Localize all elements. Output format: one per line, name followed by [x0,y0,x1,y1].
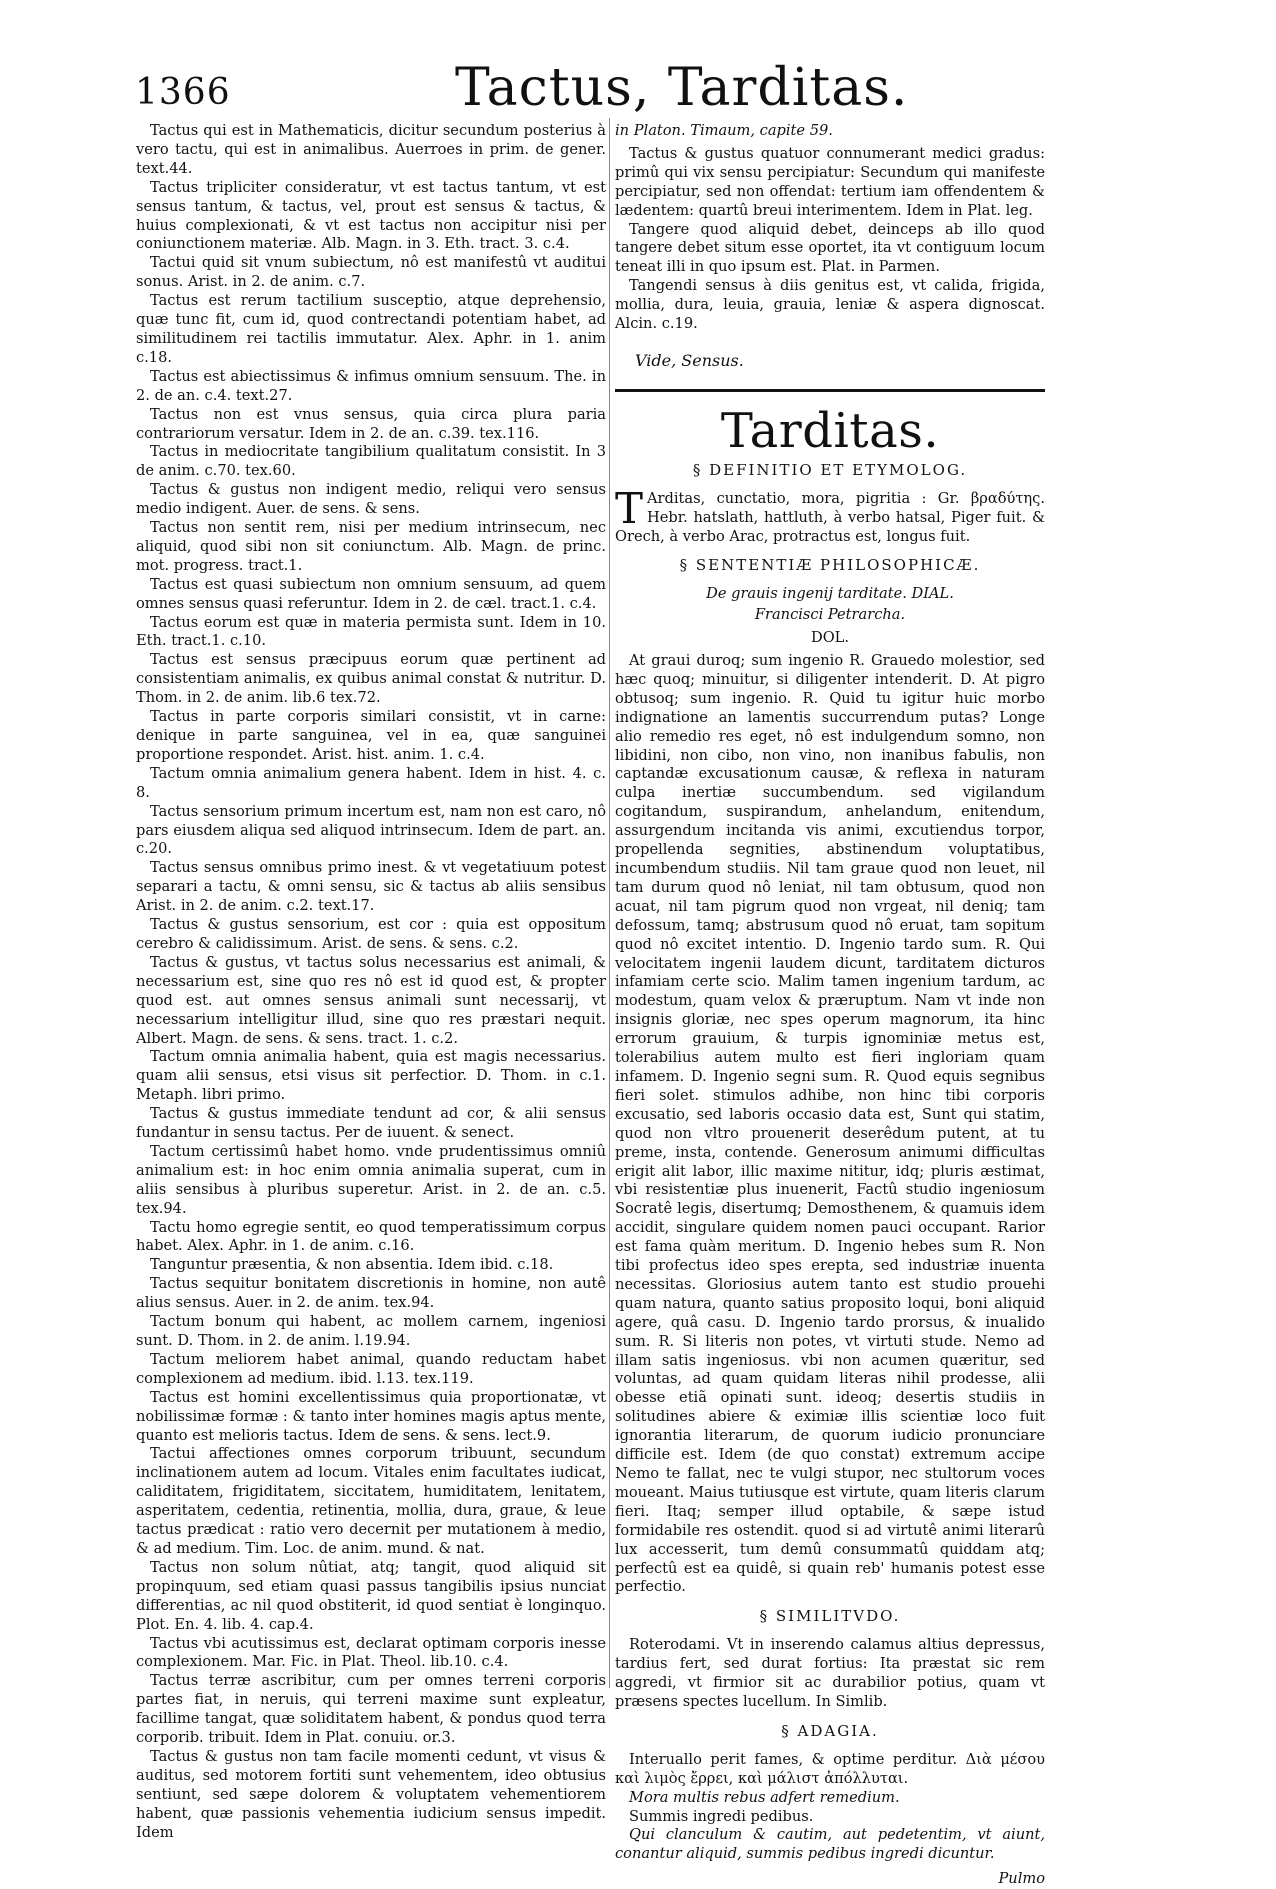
subheading-similitudo: § SIMILITVDO. [759,1607,901,1626]
dialog-text: At graui duroq; sum ingenio R. Grauedo molestior, sed hæc quoq; minuitur, si diligenter intenderit. D. At pigro obtusoq; sum ingenio. R. Quid tu igitur huic morbo indignatione an lamentis succurrendum putas? Longe alio remedio res eget, nô est indulgendum somno, non libidini, non cibo, non vino, non inanibus fabulis, non captandæ excusationum causæ, & reflexa in naturam culpa inertiæ succumbendum. sed vigilandum cogitandum, suspirandum, anhelandum, enitendum, assurgendum incitanda vis animi, excutiendus torpor, propellenda segnities, abstinendum voluptatibus, incumbendum studiis. Nil tam graue quod non leuet, nil tam durum quod nô leniat, nil tam obtusum, quod non acuat, nil tam pigrum quod non vrgeat, nil deniq; tam defossum, tamq; abstrusum quod nô eruat, tam sopitum quod nô excitet intentio. D. Ingenio tardo sum. R. Qui velocitatem ingenii laudem dicunt, tarditatem dicturos infamiam certe scio. Malim tamen ingenium tardum, ac modestum, quam velox & præruptum. Nam vt inde non insignis gloriæ, nec spes operum magnorum, ita hinc errorum grauium, & turpis ignominiæ metus est, tolerabilius autem multo est fieri ingloriam quam infamem. D. Ingenio segni sum. R. Quod equis segnibus fieri solet. stimulos adhibe, non hinc tibi corporis excusatio, sed laboris occasio data est, Sunt qui statim, quod non vltro prouenerit deserêdum putent, at tu preme, insta, contende. Generosum animumi difficultas erigit alit labor, illic maxime nititur, idq; pluris æstimat, vbi resistentiæ plus inuenerit, Factû studio ingeniosum Socratê legis, disertumq; Demosthenem, & quamuis idem accidit, singulare quidem nomen pauci occupant. Rarior est fama quàm meritum. D. Ingenio hebes sum R. Non tibi profectus ideo spes erepta, sed industriæ inuenta necessitas. Gloriosius autem tanto est studio prouehi quam natura, quanto satius proposito loqui, boni aliquid agere, quâ casu. D. Ingenio tardo prorsus, & inualido sum. R. Si literis non potes, vt virtuti stude. Nemo ad illam satis ingeniosus. vbi non acumen quæritur, sed voluntas, ad quam quidam literas nihil prodesse, alii obesse etiã opinati sunt. ideoq; desertis studiis in solitudines abiere & eximiæ illis scientiæ loco fuit ignorantia literarum, de quorum iudicio pronunciare difficile est. Idem (de quo constat) extremum accipe Nemo te fallat, nec te vulgi stupor, nec stultorum voces moueant. Maius tutiusque est virtute, quam literis clarum fieri. Itaq; semper illud optabile, & sæpe istud formidabile res ostendit. quod si ad virtutê animi literarû lux accesserit, tum demû consummatû quiddam atq; perfectû est ea quidê, si quain reb' humanis potest esse perfectio. [615,652,1045,1596]
paragraph: Tactus sequitur bonitatem discretionis in homine, non autê alius sensus. Auer. in 2. de anim. tex.94. [136,1275,606,1312]
paragraph: Tactus est rerum tactilium susceptio, atque deprehensio, quæ tunc fit, cum id, quod contrectandi potentiam habet, ad similitudinem rei tactilis immutatur. Alex. Aphr. in 1. anim c.18. [136,292,606,366]
paragraph: Tactus sensorium primum incertum est, nam non est caro, nô pars eiusdem aliqua sed aliquod intrinsecum. Idem de part. an. c.20. [136,802,606,858]
paragraph: Tactus & gustus immediate tendunt ad cor, & alii sensus fundantur in sensu tactus. Per de iuuent. & senect. [136,1105,606,1142]
paragraph: Tactum certissimû habet homo. vnde prudentissimus omniû animalium est: in hoc enim omnia animalia superat, cum in aliis sensibus à pluribus superetur. Arist. in 2. de an. c.5. tex.94. [136,1142,606,1217]
paragraph: Tactus non est vnus sensus, quia circa plura paria contrariorum versatur. Idem in 2. de an. c.39. tex.116. [136,405,606,442]
adagia-line: Mora multis rebus adfert remedium. [629,1788,900,1806]
paragraph: Tangendi sensus à diis genitus est, vt calida, frigida, mollia, dura, leuia, grauia, leniæ & aspera dignoscat. Alcin. c.19. [615,277,1045,333]
right-column [615,122,1045,1889]
column-divider [609,118,610,1688]
paragraph: Tactus est sensus præcipuus eorum quæ pertinent ad consistentiam animalis, ex quibus animal constat & nutritur. D. Thom. in 2. de anim. lib.6 tex.72. [136,651,606,707]
paragraph: Tactus non sentit rem, nisi per medium intrinsecum, nec aliquid, quod sibi non sit coniunctum. Alb. Magn. de princ. mot. progress. tract.1. [136,519,606,574]
paragraph: Tactus vbi acutissimus est, declarat optimam corporis inesse complexionem. Mar. Fic. in Plat. Theol. lib.10. c.4. [136,1634,606,1671]
paragraph: Tactum bonum qui habent, ac mollem carnem, ingeniosi sunt. D. Thom. in 2. de anim. l.19.94. [136,1313,606,1349]
paragraph: Tactus in mediocritate tangibilium qualitatum consistit. In 3 de anim. c.70. tex.60. [136,443,606,480]
dialog-label: DOL. [811,629,849,647]
paragraph: Tactus non solum nûtiat, atq; tangit, quod aliquid sit propinquum, sed etiam quasi passus tangibilis ipsius nunciat differentias, ac nil quod obstiterit, id quod sentiat è longinquo. Plot. En. 4. lib. 4. cap.4. [136,1558,606,1633]
adagia-line: Interuallo perit fames, & optime perditur. Διὰ μέσου καὶ λιμὸς ἔρρει, καὶ μάλιστ ἀπόλλυται. [615,1750,1045,1787]
section-title: Tarditas. [720,402,940,459]
paragraph: Tangere quod aliquid debet, deinceps ab illo quod tangere debet situm esse oportet, ita vt contiguum locum teneat illi in quo ipsum est. Plat. in Parmen. [615,220,1045,276]
subheading-sententiae: § SENTENTIÆ PHILOSOPHICÆ. [679,556,981,575]
subheading-definitio: § DEFINITIO ET ETYMOLOG. [692,460,968,479]
continuation-reference: in Platon. Timaum, capite 59. [615,122,833,139]
paragraph: Tactu homo egregie sentit, eo quod temperatissimum corpus habet. Alex. Aphr. in 1. de anim. c.16. [136,1218,606,1255]
paragraph: Tactum omnia animalia habent, quia est magis necessarius. quam alii sensus, etsi visus sit perfectior. D. Thom. in c.1. Metaph. libri primo. [136,1048,606,1104]
left-column [136,122,606,1842]
definitio-text: Arditas, cunctatio, mora, pigritia : Gr. βραδύτης. Hebr. hatslath, hattluth, à verbo hatsal, Piger fuit. & Orech, à verbo Arac, protractus est, longus fuit. [615,489,1045,545]
page-header [135,58,1155,128]
paragraph: Tactui affectiones omnes corporum tribuunt, secundum inclinationem autem ad locum. Vitales enim facultates iudicat, caliditatem, frigiditatem, siccitatem, humiditatem, lenitatem, asperitatem, cedentia, retinentia, mollia, dura, graue, & leue tactus prædicat : ratio vero decernit per mutationem à medio, & ad medium. Tim. Loc. de anim. mund. & nat. [136,1445,606,1557]
running-head: Tactus, Tarditas. [455,58,909,118]
adagia-line: Qui clanculum & cautim, aut pedetentim, vt aiunt, conantur aliquid, summis pedibus ingredi dicuntur. [615,1826,1045,1863]
paragraph: Tactus in parte corporis similari consistit, vt in carne: denique in parte sanguinea, vel in ea, quæ sanguinei proportione respondet. Arist. hist. anim. 1. c.4. [136,708,606,763]
page-number: 1366 [135,72,231,113]
paragraph: Tanguntur præsentia, & non absentia. Idem ibid. c.18. [150,1256,554,1274]
paragraph: Tactus & gustus quatuor connumerant medici gradus: primû qui vix sensu percipiatur: Secundum qui manifeste percipiatur, sed non offendat: tertium iam offendentem & lædentem: quartû breui interimentem. Idem in Plat. leg. [615,144,1045,219]
dialog-title: De grauis ingenij tarditate. DIAL. [706,585,954,603]
catch-word: Pulmo [998,1870,1045,1888]
paragraph: Tactus sensus omnibus primo inest. & vt vegetatiuum potest separari a tactu, & omni sensu, sic & tactus ab aliis sensibus Arist. in 2. de anim. c.2. text.17. [136,859,606,915]
paragraph: Tactus est quasi subiectum non omnium sensuum, ad quem omnes sensus quasi referuntur. Idem in 2. de cæl. tract.1. c.4. [136,575,606,612]
paragraph: Tactus & gustus non tam facile momenti cedunt, vt visus & auditus, sed motorem fortiti sunt vehementem, ideo obtusius sentiunt, sed sæpe dolorem & voluptatem vehementiorem habent, quæ passionis vehementia iudicium sensus impedit. Idem [136,1747,606,1841]
paragraph: Tactus & gustus, vt tactus solus necessarius est animali, & necessarium est, sine quo res nô est id quod est, & propter quod est. aut omnes sensus animali sunt necessarij, vt necessarium intelligitur illud, sine quo res præstari nequit. Albert. Magn. de sens. & sens. tract. 1. c.2. [136,953,606,1047]
paragraph: Tactum omnia animalium genera habent. Idem in hist. 4. c. 8. [136,764,606,801]
section-rule [615,389,1045,392]
paragraph: Tactus est abiectissimus & infimus omnium sensuum. The. in 2. de an. c.4. text.27. [136,367,606,404]
similitudo-text: Roterodami. Vt in inserendo calamus altius depressus, tardius fert, sed durat fortius: Ita præstat sic rem aggredi, vt firmior sit ac durabilior potius, quam vt præsens spectes lucellum. In Simlib. [615,1636,1045,1710]
paragraph: Tactus & gustus sensorium, est cor : quia est oppositum cerebro & calidissimum. Arist. de sens. & sens. c.2. [136,916,606,952]
subheading-adagia: § ADAGIA. [781,1721,879,1740]
paragraph: Tactus & gustus non indigent medio, reliqui vero sensus medio indigent. Auer. de sens. & sens. [136,481,606,518]
adagia-line: Summis ingredi pedibus. [629,1807,814,1825]
definitio-paragraph [615,483,1045,547]
paragraph: Tactus qui est in Mathematicis, dicitur secundum posterius à vero tactu, qui est in animalibus. Auerroes in prim. de gener. text.44. [136,122,606,177]
cross-reference: Vide, Sensus. [635,350,744,370]
paragraph: Tactus tripliciter consideratur, vt est tactus tantum, vt est sensus tantum, & tactus, vel, prout est sensus & tactus, & huius complexionati, & vt est tactus non accipitur nisi per coniunctionem materiæ. Alb. Magn. in 3. Eth. tract. 3. c.4. [136,178,606,253]
paragraph: Tactus terræ ascribitur, cum per omnes terreni corporis partes fiat, in neruis, qui terreni maxime sunt expleatur, facillime tangat, quæ soliditatem habent, & pondus quod terra corporib. tribuit. Idem in Plat. conuiu. or.3. [136,1672,606,1747]
paragraph: Tactum meliorem habet animal, quando reductam habet complexionem ad medium. ibid. l.13. tex.119. [136,1350,606,1387]
paragraph: Tactus eorum est quæ in materia permista sunt. Idem in 10. Eth. tract.1. c.10. [136,613,606,650]
paragraph: Tactus est homini excellentissimus quia proportionatæ, vt nobilissimæ formæ : & tanto inter homines magis aptus mente, quanto est melioris tactus. Idem de sens. & sens. lect.9. [136,1388,606,1444]
dialog-author: Francisci Petrarcha. [754,606,906,624]
paragraph: Tactui quid sit vnum subiectum, nô est manifestû vt auditui sonus. Arist. in 2. de anim. c.7. [136,254,606,291]
drop-cap: T [615,483,644,533]
